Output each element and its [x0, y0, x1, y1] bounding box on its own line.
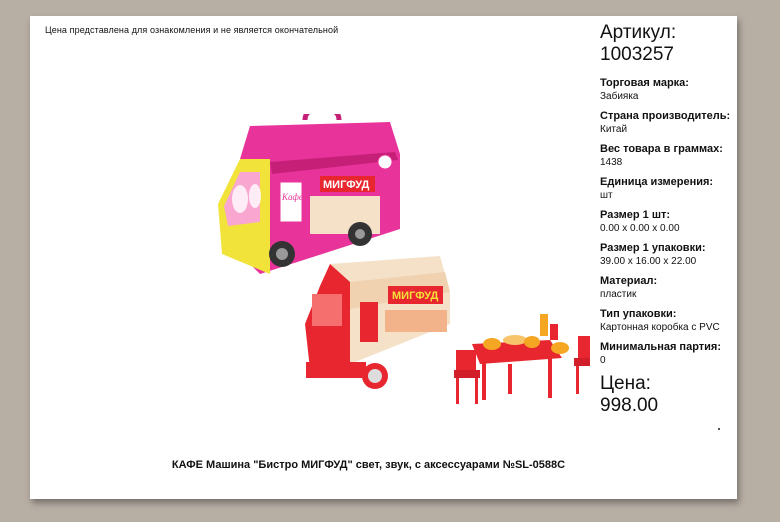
price-label: Цена:	[600, 373, 651, 394]
spec-item	[600, 274, 740, 301]
spec-label: Материал:	[600, 275, 658, 287]
spec-item	[600, 307, 740, 334]
spec-item	[600, 208, 740, 235]
spec-value: шт	[600, 190, 613, 201]
price-disclaimer: Цена представлена для ознакомления и не является окончательной	[45, 25, 339, 35]
product-title: КАФЕ Машина "Бистро МИГФУД" свет, звук, с аксессуарами №SL-0588C	[171, 459, 566, 471]
table-and-chairs-image	[454, 314, 590, 404]
spec-value: 0.00 x 0.00 x 0.00	[600, 223, 680, 234]
spec-value: Забияка	[600, 91, 639, 102]
spec-label: Тип упаковки:	[600, 308, 677, 320]
spec-value: 0	[600, 355, 606, 366]
spec-panel	[600, 22, 740, 417]
catalog-sheet	[30, 16, 737, 499]
spec-value: 39.00 x 16.00 x 22.00	[600, 256, 697, 267]
spec-item	[600, 175, 740, 202]
spec-item	[600, 142, 740, 169]
spec-label: Страна производитель:	[600, 110, 731, 122]
spec-value: Китай	[600, 124, 628, 135]
toy-truck-image	[305, 256, 450, 389]
spec-label: Торговая марка:	[600, 77, 689, 89]
spec-label: Размер 1 шт:	[600, 209, 671, 221]
spec-item	[600, 241, 740, 268]
spec-label: Минимальная партия:	[600, 341, 721, 353]
spec-value: 1438	[600, 157, 623, 168]
product-box-image	[218, 114, 400, 274]
box-logo-text: Кафе	[282, 192, 303, 202]
article-label: Артикул:	[600, 22, 677, 43]
truck-sign-text: МИГФУД	[392, 290, 439, 302]
spec-item	[600, 340, 740, 367]
article-value: 1003257	[600, 44, 674, 65]
spec-label: Единица измерения:	[600, 176, 714, 188]
decorative-dot	[718, 428, 720, 430]
price-value: 998.00	[600, 395, 659, 416]
box-sign-text: МИГФУД	[323, 179, 370, 191]
spec-value: Картонная коробка с PVC	[600, 322, 720, 333]
spec-label: Вес товара в граммах:	[600, 143, 723, 155]
spec-value: пластик	[600, 289, 637, 300]
spec-item	[600, 109, 740, 136]
product-photo	[210, 114, 590, 414]
spec-item	[600, 76, 740, 103]
spec-label: Размер 1 упаковки:	[600, 242, 706, 254]
